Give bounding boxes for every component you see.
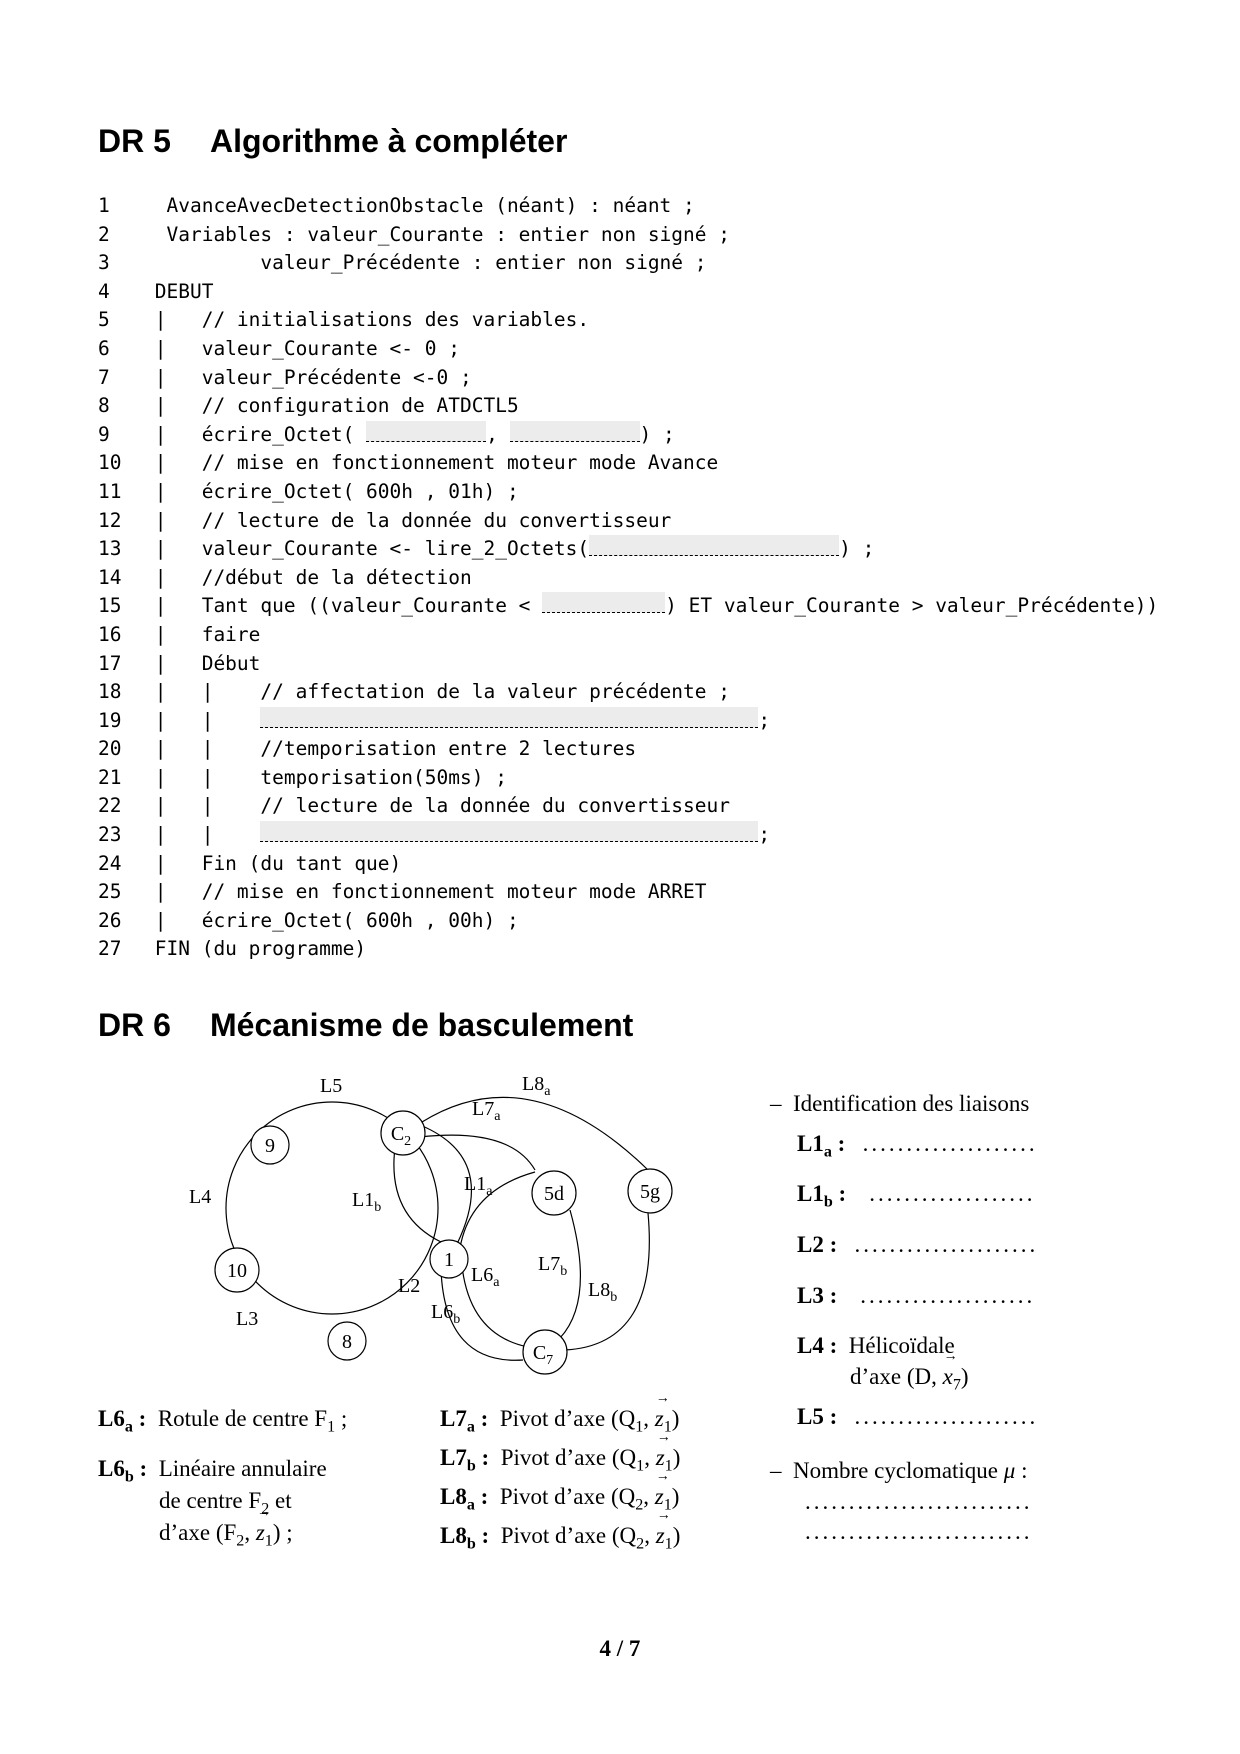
code-text: | // initialisations des variables. <box>143 308 590 332</box>
def-l6b: $L6_b$ : Linéaire annulaire <box>98 1456 327 1486</box>
code-text: ) ; <box>639 422 675 446</box>
line-number: 7 <box>98 365 110 389</box>
line-number: 26 <box>98 908 122 932</box>
line-number: 21 <box>98 765 122 789</box>
def-l6a: $L6_a$ : Rotule de centre $F_1$ ; <box>98 1406 348 1436</box>
line-number: 24 <box>98 851 122 875</box>
ident-l1a: $L1_a$ : .................... <box>797 1131 1038 1161</box>
code-text: | // lecture de la donnée du convertisseur <box>143 508 672 532</box>
code-text: | | // affectation de la valeur précédente ; <box>143 680 730 704</box>
code-text: | valeur_Précédente <-0 ; <box>143 365 472 389</box>
code-text: | | temporisation(50ms) ; <box>143 765 507 789</box>
code-text: | écrire_Octet( 600h , 00h) ; <box>143 908 519 932</box>
line-number: 8 <box>98 394 110 418</box>
line-number: 19 <box>98 708 122 732</box>
line-number: 1 <box>98 194 110 217</box>
dr5-number: DR 5 <box>98 123 171 159</box>
answer-field-l3[interactable]: .................... <box>860 1283 1036 1308</box>
code-text: ; <box>758 823 771 847</box>
cyclo-answer-line-2[interactable]: .......................... <box>805 1519 1033 1544</box>
ident-l3: L3 : .................... <box>797 1283 1036 1308</box>
answer-field-l1b[interactable]: ................... <box>869 1181 1036 1206</box>
ident-l2: L2 : ..................... <box>797 1232 1039 1257</box>
code-text: valeur_Précédente : entier non signé ; <box>143 251 707 275</box>
line-number: 23 <box>98 823 122 847</box>
node-10-label: 10 <box>227 1260 247 1282</box>
code-text: | valeur_Courante <- lire_2_Octets( <box>143 537 590 561</box>
def-l7b: $L7_b$ : Pivot d’axe ($Q_1$, → $z_1$) <box>440 1445 680 1471</box>
code-text: DEBUT <box>143 279 214 303</box>
code-text: | | // lecture de la donnée du convertisseur <box>143 794 730 818</box>
line-number: 5 <box>98 308 110 332</box>
def-l7a: $L7_a$ : Pivot d’axe ($Q_1$, → $z_1$) <box>440 1406 679 1432</box>
line-number: 2 <box>98 222 110 246</box>
node-5d-label: 5d <box>544 1183 564 1205</box>
line-number: 18 <box>98 680 122 704</box>
line-number: 6 <box>98 336 110 360</box>
line-number: 17 <box>98 651 122 675</box>
dr6-title: Mécanisme de basculement <box>210 1007 634 1043</box>
edge-label-l6a: $L6_a$ <box>471 1264 500 1290</box>
cyclo-title: – Nombre cyclomatique μ : <box>770 1458 1028 1483</box>
node-1-label: 1 <box>444 1249 454 1271</box>
ident-l5: L5 : ..................... <box>797 1404 1039 1429</box>
edge-label-l7b: $L7_b$ <box>538 1253 568 1279</box>
code-text: ) ; <box>839 537 875 561</box>
edge-label-l2: L2 <box>398 1275 421 1297</box>
code-text: , <box>486 422 510 446</box>
code-text: ; <box>758 708 771 732</box>
line-number: 10 <box>98 451 122 475</box>
ident-l4: L4 : Hélicoïdale <box>797 1333 955 1358</box>
line-number: 22 <box>98 794 122 818</box>
node-5g-label: 5g <box>640 1181 660 1203</box>
code-text: | // mise en fonctionnement moteur mode Avance <box>143 451 719 475</box>
line-number: 16 <box>98 622 122 646</box>
edge-l7a-arc <box>420 1135 535 1170</box>
code-text: | écrire_Octet( <box>143 422 367 446</box>
code-text: | | <box>143 708 261 732</box>
answer-field-l1a[interactable]: .................... <box>862 1131 1038 1156</box>
line-number: 4 <box>98 279 110 303</box>
def-l6b-line3: d’axe ($F_2$, → $z_1$) ; <box>159 1520 293 1546</box>
code-text: ) ET valeur_Courante > valeur_Précédente)) <box>665 594 1159 618</box>
line-number: 14 <box>98 565 122 589</box>
code-text: | écrire_Octet( 600h , 01h) ; <box>143 479 519 503</box>
def-l8b: $L8_b$ : Pivot d’axe ($Q_2$, → $z_1$) <box>440 1523 680 1549</box>
edge-label-l7a: $L7_a$ <box>472 1098 501 1124</box>
cyclo-answer-line-1[interactable]: .......................... <box>805 1489 1033 1514</box>
edge-label-l3: L3 <box>236 1308 259 1330</box>
answer-field-l2[interactable]: ..................... <box>854 1232 1039 1257</box>
code-text: | | <box>143 823 261 847</box>
edge-label-l6b: $L6_b$ <box>431 1301 461 1327</box>
edge-label-l4: L4 <box>189 1186 212 1208</box>
node-9-label: 9 <box>265 1135 275 1157</box>
code-text: | faire <box>143 622 261 646</box>
line-number: 13 <box>98 537 122 561</box>
ident-l1b: $L1_b$ : ................... <box>797 1181 1036 1211</box>
ident-l4-axis: d’axe (D, → $x_7$) <box>850 1364 969 1390</box>
ident-title: – Identification des liaisons <box>770 1091 1030 1116</box>
code-text: | Début <box>143 651 261 675</box>
edge-label-l8a: $L8_a$ <box>522 1073 551 1099</box>
node-c2-label: $C_2$ <box>390 1123 412 1149</box>
line-number: 15 <box>98 594 122 618</box>
node-8-label: 8 <box>342 1331 352 1353</box>
line-number: 27 <box>98 937 122 961</box>
line-number: 11 <box>98 479 122 503</box>
def-l8a: $L8_a$ : Pivot d’axe ($Q_2$, → $z_1$) <box>440 1484 679 1510</box>
code-text: Variables : valeur_Courante : entier non signé ; <box>143 222 730 246</box>
line-number: 3 <box>98 251 110 275</box>
dr6-number: DR 6 <box>98 1007 171 1043</box>
answer-field-l5[interactable]: ..................... <box>854 1404 1039 1429</box>
node-c7-label: $C_7$ <box>532 1342 554 1368</box>
page-number: 4 / 7 <box>599 1636 641 1661</box>
line-number: 20 <box>98 737 122 761</box>
edge-label-l8b: $L8_b$ <box>588 1279 618 1305</box>
line-number: 12 <box>98 508 122 532</box>
def-l6b-line2: de centre $F_2$ et <box>159 1488 292 1518</box>
code-text: | // mise en fonctionnement moteur mode ARRET <box>143 880 707 904</box>
line-number: 25 <box>98 880 122 904</box>
code-text: | //début de la détection <box>143 565 472 589</box>
code-text: | // configuration de ATDCTL5 <box>143 394 519 418</box>
dr5-title: Algorithme à compléter <box>210 123 568 159</box>
edge-label-l5: L5 <box>320 1075 343 1097</box>
edge-l8a <box>422 1097 648 1170</box>
edge-label-l1b: $L1_b$ <box>352 1189 382 1215</box>
edge-label-l1a: $L1_a$ <box>464 1173 493 1199</box>
code-text: | | //temporisation entre 2 lectures <box>143 737 637 761</box>
code-text: FIN (du programme) <box>143 937 367 961</box>
line-number: 9 <box>98 422 110 446</box>
code-text: | valeur_Courante <- 0 ; <box>143 336 460 360</box>
code-text: AvanceAvecDetectionObstacle (néant) : néant ; <box>143 194 695 217</box>
code-text: | Tant que ((valeur_Courante < <box>143 594 543 618</box>
code-text: | Fin (du tant que) <box>143 851 402 875</box>
